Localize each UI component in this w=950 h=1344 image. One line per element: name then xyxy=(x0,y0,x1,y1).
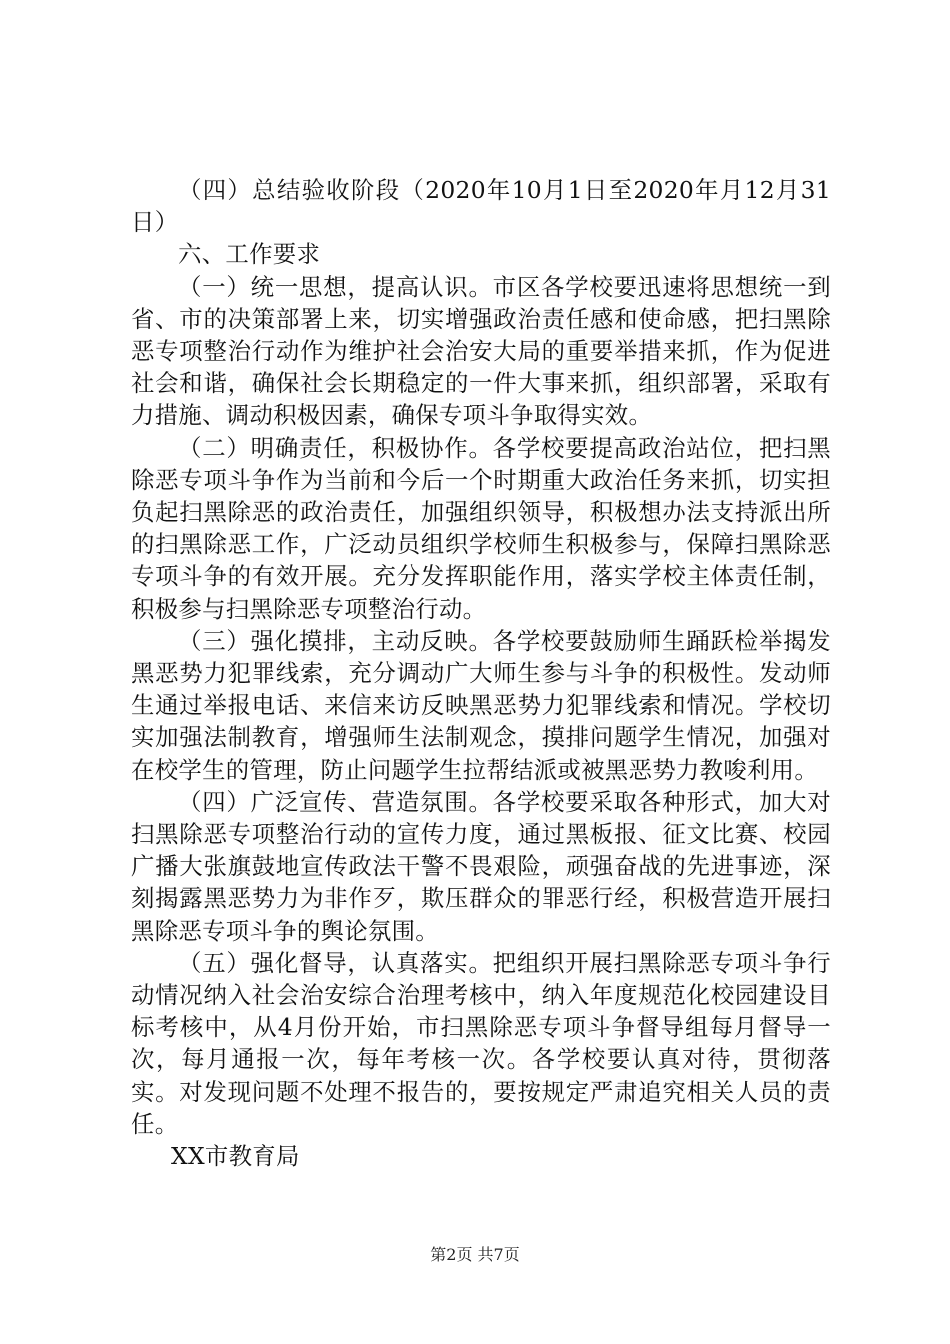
page-footer xyxy=(0,1245,950,1265)
paragraph-stage-four: （四）总结验收阶段（2020年10月1日至2020年月12月31日） xyxy=(131,176,831,237)
section-heading-work-requirements: 六、工作要求 xyxy=(178,240,321,269)
signature-organization: XX市教育局 xyxy=(171,1142,300,1171)
page-indicator: 第2页 共7页 xyxy=(430,1245,520,1264)
paragraph-requirement-five: （五）强化督导，认真落实。把组织开展扫黑除恶专项斗争行动情况纳入社会治安综合治理考核中，纳入年度规范化校园建设目标考核中，从4月份开始，市扫黑除恶专项斗争督导组每月督导一次，每月通报一次，每年考核一次。各学校要认真对待，贯彻落实。对发现问题不处理不报告的，要按规定严肃追究相关人员的责任。 xyxy=(131,948,831,1138)
document-body xyxy=(131,174,831,1172)
paragraph-requirement-two: （二）明确责任，积极协作。各学校要提高政治站位，把扫黑除恶专项斗争作为当前和今后一个时期重大政治任务来抓，切实担负起扫黑除恶的政治责任，加强组织领导，积极想办法支持派出所的扫黑除恶工作，广泛动员组织学校师生积极参与，保障扫黑除恶专项斗争的有效开展。充分发挥职能作用，落实学校主体责任制，积极参与扫黑除恶专项整治行动。 xyxy=(131,433,831,623)
paragraph-requirement-four: （四）广泛宣传、营造氛围。各学校要采取各种形式，加大对扫黑除恶专项整治行动的宣传力度，通过黑板报、征文比赛、校园广播大张旗鼓地宣传政法干警不畏艰险，顽强奋战的先进事迹，深刻揭露黑恶势力为非作歹，欺压群众的罪恶行经，积极营造开展扫黑除恶专项斗争的舆论氛围。 xyxy=(131,787,831,945)
paragraph-requirement-one: （一）统一思想，提高认识。市区各学校要迅速将思想统一到省、市的决策部署上来，切实增强政治责任感和使命感，把扫黑除恶专项整治行动作为维护社会治安大局的重要举措来抓，作为促进社会和谐，确保社会长期稳定的一件大事来抓，组织部署，采取有力措施、调动积极因素，确保专项斗争取得实效。 xyxy=(131,272,831,430)
paragraph-requirement-three: （三）强化摸排，主动反映。各学校要鼓励师生踊跃检举揭发黑恶势力犯罪线索，充分调动广大师生参与斗争的积极性。发动师生通过举报电话、来信来访反映黑恶势力犯罪线索和情况。学校切实加强法制教育，增强师生法制观念，摸排问题学生情况，加强对在校学生的管理，防止问题学生拉帮结派或被黑恶势力教唆利用。 xyxy=(131,626,831,784)
